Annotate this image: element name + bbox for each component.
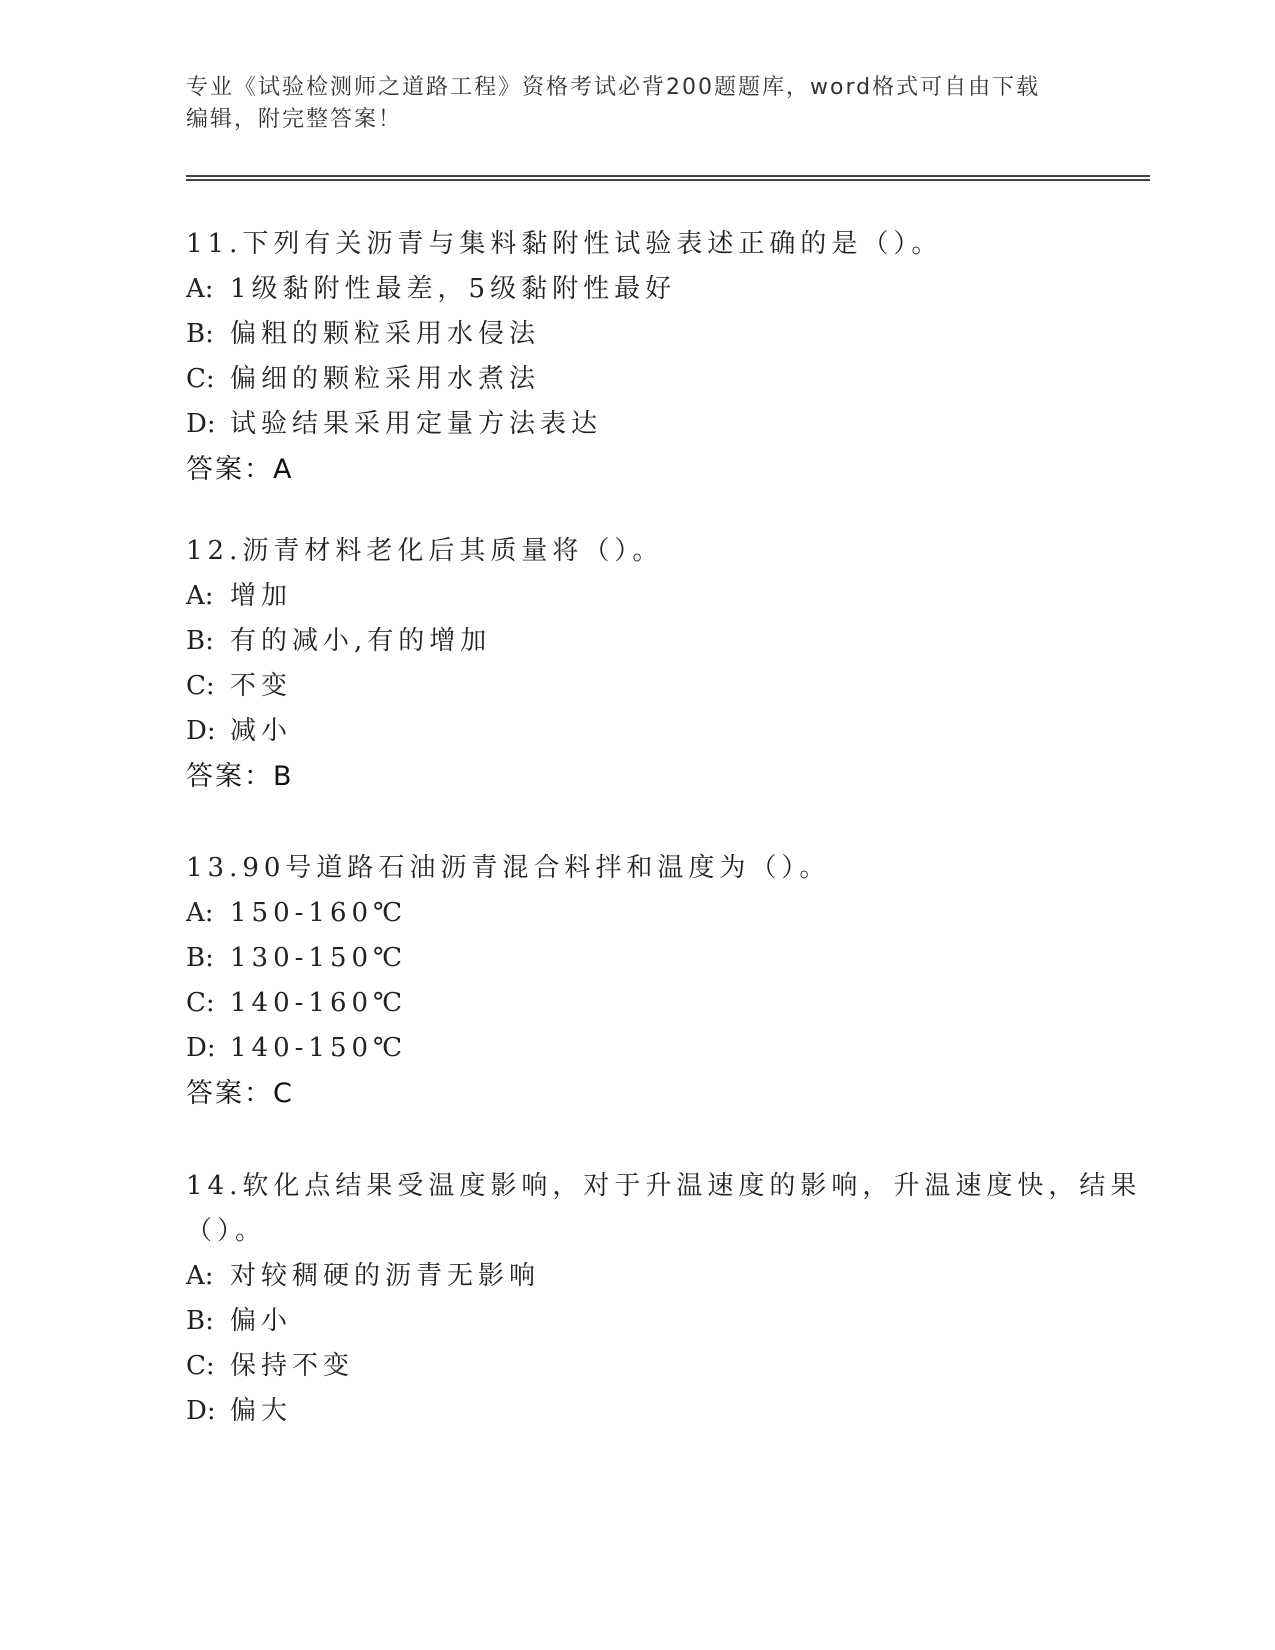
question-stem: 13.90号道路石油沥青混合料拌和温度为（）。 <box>186 853 831 883</box>
option-d <box>186 1389 1086 1434</box>
option-text: 1级黏附性最差，5级黏附性最好 <box>230 274 677 304</box>
option-label: A: <box>186 274 214 304</box>
option-label: A: <box>186 898 214 928</box>
option-label: B: <box>186 626 214 656</box>
option-text: 偏细的颗粒采用水煮法 <box>230 364 541 394</box>
question-11 <box>186 222 1086 492</box>
option-label: D: <box>186 716 216 746</box>
option-text: 140-150℃ <box>230 1033 408 1063</box>
option-text: 减小 <box>230 716 293 746</box>
option-label: B: <box>186 1306 214 1336</box>
option-text: 增加 <box>230 581 293 611</box>
header-double-rule <box>186 175 1150 181</box>
question-stem: 11.下列有关沥青与集料黏附性试验表述正确的是（）。 <box>186 229 943 259</box>
option-a <box>186 891 1086 936</box>
option-text: 偏大 <box>230 1396 293 1426</box>
option-text: 保持不变 <box>230 1351 355 1381</box>
option-label: D: <box>186 409 216 439</box>
option-text: 130-150℃ <box>230 943 408 973</box>
option-label: D: <box>186 1033 216 1063</box>
question-14 <box>186 1164 1142 1434</box>
option-label: D: <box>186 1396 216 1426</box>
option-b <box>186 619 1086 664</box>
option-label: B: <box>186 319 214 349</box>
question-13 <box>186 846 1086 1116</box>
option-a <box>186 267 1086 312</box>
option-text: 有的减小,有的增加 <box>230 626 492 656</box>
question-stem-line-2: （）。 <box>186 1216 267 1246</box>
option-b <box>186 936 1086 981</box>
option-text: 不变 <box>230 671 293 701</box>
answer: 答案：A <box>186 454 294 485</box>
option-d <box>186 709 1086 754</box>
document-header <box>186 72 1066 136</box>
option-text: 偏粗的颗粒采用水侵法 <box>230 319 541 349</box>
question-stem: 12.沥青材料老化后其质量将（）。 <box>186 536 664 566</box>
option-c <box>186 1344 1086 1389</box>
option-text: 试验结果采用定量方法表达 <box>230 409 603 439</box>
question-12 <box>186 529 1086 799</box>
option-text: 150-160℃ <box>230 898 408 928</box>
option-a <box>186 1254 1086 1299</box>
answer: 答案：B <box>186 761 294 792</box>
option-c <box>186 357 1086 402</box>
option-b <box>186 1299 1086 1344</box>
option-c <box>186 981 1086 1026</box>
question-stem-line-1: 14.软化点结果受温度影响，对于升温速度的影响，升温速度快，结果 <box>186 1171 1142 1201</box>
header-line-2: 编辑，附完整答案！ <box>186 107 403 132</box>
option-label: B: <box>186 943 214 973</box>
option-c <box>186 664 1086 709</box>
option-d <box>186 1026 1086 1071</box>
option-text: 偏小 <box>230 1306 293 1336</box>
option-label: C: <box>186 1351 215 1381</box>
answer: 答案：C <box>186 1078 294 1109</box>
option-text: 对较稠硬的沥青无影响 <box>230 1261 541 1291</box>
option-label: C: <box>186 671 215 701</box>
option-label: A: <box>186 1261 214 1291</box>
option-label: C: <box>186 988 215 1018</box>
option-a <box>186 574 1086 619</box>
option-b <box>186 312 1086 357</box>
option-label: C: <box>186 364 215 394</box>
option-label: A: <box>186 581 214 611</box>
option-d <box>186 402 1086 447</box>
header-line-1: 专业《试验检测师之道路工程》资格考试必背200题题库，word格式可自由下载 <box>186 75 1041 100</box>
option-text: 140-160℃ <box>230 988 408 1018</box>
